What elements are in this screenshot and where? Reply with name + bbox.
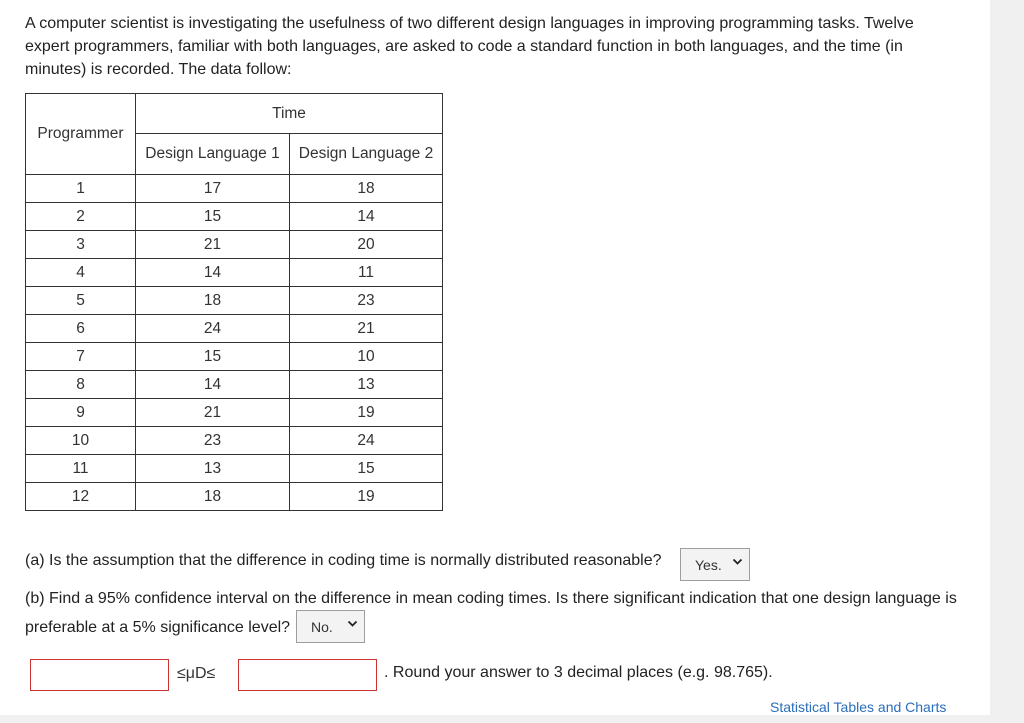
rounding-instruction: . Round your answer to 3 decimal places (e.g. 98.765). bbox=[384, 664, 773, 681]
language-1-cell: 15 bbox=[136, 203, 290, 231]
language-1-cell: 14 bbox=[136, 371, 290, 399]
language-2-cell: 14 bbox=[290, 203, 443, 231]
programmer-cell: 8 bbox=[26, 371, 136, 399]
upper-bound-input[interactable] bbox=[238, 659, 377, 691]
programmer-cell: 7 bbox=[26, 343, 136, 371]
table-row bbox=[26, 399, 443, 427]
significance-dropdown[interactable] bbox=[296, 610, 365, 643]
programmer-cell: 2 bbox=[26, 203, 136, 231]
header-programmer: Programmer bbox=[26, 94, 136, 175]
language-1-cell: 14 bbox=[136, 259, 290, 287]
header-design-language-2: Design Language 2 bbox=[290, 134, 443, 175]
programmer-cell: 12 bbox=[26, 483, 136, 511]
language-2-cell: 11 bbox=[290, 259, 443, 287]
table-row bbox=[26, 315, 443, 343]
table-row bbox=[26, 427, 443, 455]
language-2-cell: 20 bbox=[290, 231, 443, 259]
programmer-cell: 10 bbox=[26, 427, 136, 455]
programmer-cell: 3 bbox=[26, 231, 136, 259]
language-1-cell: 23 bbox=[136, 427, 290, 455]
statistical-tables-link[interactable]: Statistical Tables and Charts bbox=[770, 699, 947, 715]
programmer-cell: 5 bbox=[26, 287, 136, 315]
language-1-cell: 21 bbox=[136, 399, 290, 427]
table-row bbox=[26, 343, 443, 371]
table-row bbox=[26, 371, 443, 399]
table-row bbox=[26, 175, 443, 203]
chevron-down-icon bbox=[732, 556, 743, 570]
language-2-cell: 13 bbox=[290, 371, 443, 399]
table-row bbox=[26, 483, 443, 511]
language-1-cell: 17 bbox=[136, 175, 290, 203]
normality-dropdown-value: Yes. bbox=[695, 557, 722, 573]
language-1-cell: 21 bbox=[136, 231, 290, 259]
programmer-cell: 1 bbox=[26, 175, 136, 203]
table-row bbox=[26, 287, 443, 315]
language-2-cell: 19 bbox=[290, 399, 443, 427]
programmer-cell: 4 bbox=[26, 259, 136, 287]
language-2-cell: 23 bbox=[290, 287, 443, 315]
language-1-cell: 18 bbox=[136, 483, 290, 511]
lower-bound-input[interactable] bbox=[30, 659, 169, 691]
interval-symbol: ≤μD≤ bbox=[177, 665, 216, 682]
language-1-cell: 15 bbox=[136, 343, 290, 371]
question-b: (b) Find a 95% confidence interval on the difference in mean coding times. Is there significant indication that one design language is preferable at a 5% significance level? bbox=[25, 590, 957, 636]
data-table bbox=[25, 93, 443, 511]
question-a: (a) Is the assumption that the difference in coding time is normally distributed reasonable? bbox=[25, 552, 662, 569]
language-2-cell: 24 bbox=[290, 427, 443, 455]
chevron-down-icon bbox=[347, 618, 358, 632]
programmer-cell: 6 bbox=[26, 315, 136, 343]
table-row bbox=[26, 203, 443, 231]
normality-dropdown[interactable] bbox=[680, 548, 750, 581]
significance-dropdown-value: No. bbox=[311, 619, 333, 635]
language-1-cell: 18 bbox=[136, 287, 290, 315]
programmer-cell: 11 bbox=[26, 455, 136, 483]
language-2-cell: 19 bbox=[290, 483, 443, 511]
language-2-cell: 15 bbox=[290, 455, 443, 483]
language-2-cell: 21 bbox=[290, 315, 443, 343]
table-row bbox=[26, 455, 443, 483]
programmer-cell: 9 bbox=[26, 399, 136, 427]
language-1-cell: 24 bbox=[136, 315, 290, 343]
header-design-language-1: Design Language 1 bbox=[136, 134, 290, 175]
header-time: Time bbox=[136, 94, 443, 134]
table-row bbox=[26, 259, 443, 287]
problem-statement: A computer scientist is investigating the usefulness of two different design languages in improving programming tasks. Twelve expert programmers, familiar with both languages, are asked to code a standard function in both languages, and the time (in minutes) is recorded. The data follow: bbox=[25, 15, 914, 78]
table-row bbox=[26, 231, 443, 259]
table-body bbox=[26, 175, 443, 511]
language-2-cell: 10 bbox=[290, 343, 443, 371]
language-2-cell: 18 bbox=[290, 175, 443, 203]
language-1-cell: 13 bbox=[136, 455, 290, 483]
